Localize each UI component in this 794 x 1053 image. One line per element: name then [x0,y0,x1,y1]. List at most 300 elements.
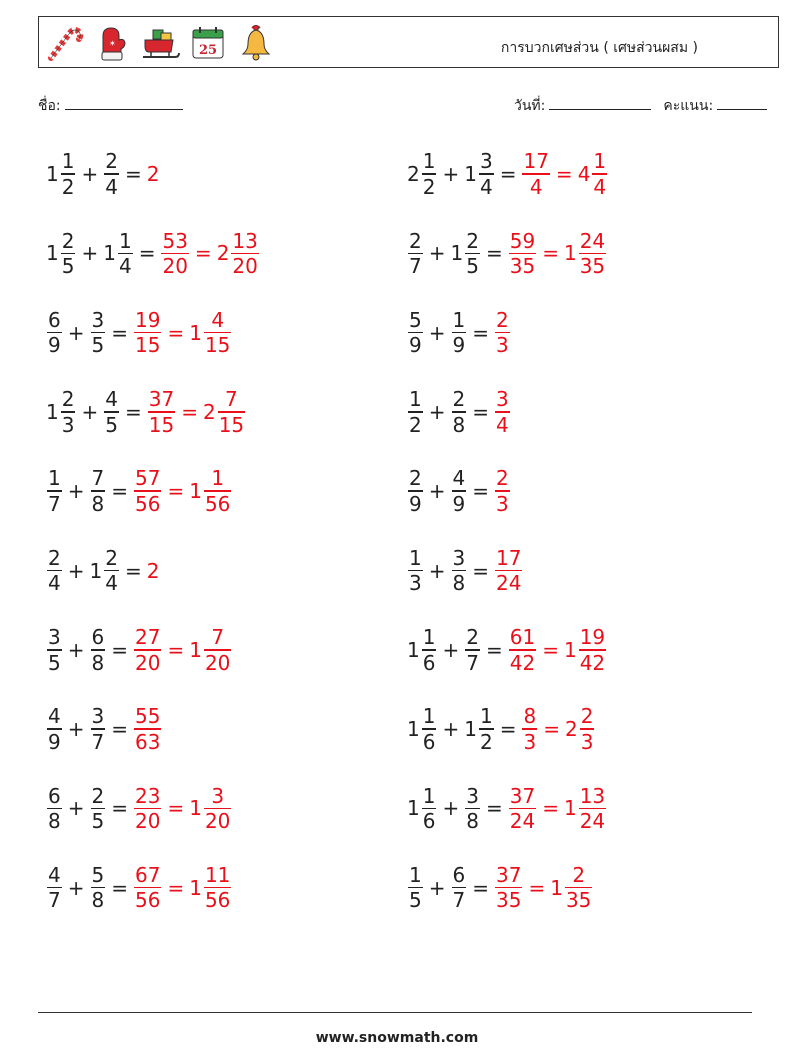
calendar-day: 25 [198,43,218,58]
addend-a-number [407,625,437,675]
answer [495,149,608,199]
answer-2-whole: 1 [189,637,202,662]
answer-1-fraction [148,387,175,437]
equals-sign: = [111,637,128,662]
mitten-icon [91,22,133,64]
addend-a-denominator: 3 [61,412,75,437]
addend-a-number [407,308,424,358]
addend-b-numerator: 1 [479,704,493,729]
answer-1-fraction [134,704,161,754]
addend-a-fraction [422,149,437,199]
addend-b-fraction [452,466,467,516]
answer-2-numerator: 7 [211,625,225,650]
answer-2-fraction [231,229,258,279]
answer-1-number [133,863,162,913]
equals-sign: = [472,479,489,504]
addend-a-number [46,466,63,516]
addend-a-number [46,704,63,754]
answer-1-denominator: 24 [496,571,522,596]
problem-12 [407,541,523,601]
answer-2-whole: 1 [563,241,577,266]
addend-b-numerator: 2 [91,783,105,808]
addend-b-denominator: 8 [91,888,105,913]
addend-b-numerator: 2 [466,625,479,650]
answer-1-numerator: 19 [135,307,161,332]
addend-b-number [90,863,107,913]
answer-2-fraction [204,308,231,358]
answer-1-denominator: 3 [496,491,509,516]
answer-1-numerator: 67 [135,862,161,887]
equals-sign: = [111,875,128,900]
addend-a-fraction [61,149,76,199]
addend-a-denominator: 2 [61,174,75,199]
answer-2-numerator: 2 [580,704,594,729]
addend-a-numerator: 3 [48,625,61,650]
answer [120,162,161,186]
plus-sign: + [442,162,460,186]
addend-a-fraction [422,704,437,754]
plus-sign: + [442,796,460,821]
plus-sign: + [442,717,460,742]
addend-b-number [451,308,468,358]
answer-1-fraction [134,863,161,913]
answer [467,387,511,437]
answer-1-number [508,229,537,279]
answer-1-fraction [522,704,537,754]
equals-sign: = [555,162,573,186]
addend-b-denominator: 5 [91,809,105,834]
equals-sign: = [499,162,517,186]
addend-a-fraction [61,229,76,279]
problem-9 [46,461,232,521]
answer-1-numerator: 55 [135,704,161,729]
addend-a-denominator: 6 [422,729,436,754]
addend-a-fraction [408,229,423,279]
plus-sign: + [67,637,85,662]
addend-a-whole: 1 [407,637,420,662]
addend-a-number [46,546,63,596]
answer-1-number [494,308,511,358]
name-blank[interactable] [65,96,183,110]
addend-b-numerator: 4 [452,466,466,491]
addend-b-numerator: 6 [452,862,466,887]
addend-b-numerator: 4 [105,387,118,412]
addend-a-denominator: 7 [48,888,61,913]
problem-1 [46,144,160,204]
answer [106,704,162,754]
answer-2-numerator: 3 [211,783,225,808]
answer-1-fraction [495,546,522,596]
answer [106,784,232,834]
plus-sign: + [81,241,99,266]
answer-1-numerator: 2 [496,307,509,332]
answer [481,229,607,279]
equals-sign: = [194,241,212,266]
equals-sign: = [124,399,142,424]
addend-b-number [451,466,468,516]
answer-1-number [160,229,189,279]
equals-sign: = [485,241,503,266]
equals-sign: = [485,796,503,821]
answer-1-whole: 2 [146,558,160,583]
addend-b-denominator: 2 [479,729,493,754]
equals-sign: = [111,796,128,821]
addend-a-fraction [47,704,62,754]
answer-1-denominator: 4 [529,174,543,199]
answer-1-fraction [134,308,161,358]
addend-b-number [103,229,133,279]
answer-2-numerator: 24 [579,228,606,253]
addend-a-numerator: 1 [61,149,75,174]
calendar-25-icon [187,22,229,64]
addend-b-numerator: 5 [91,862,105,887]
answer-1-denominator: 35 [496,888,522,913]
answer-1-numerator: 37 [148,387,175,412]
addend-b-fraction [91,704,106,754]
addend-b-number [464,149,494,199]
answer-1-number [494,863,523,913]
problem-17 [46,778,232,838]
addend-a-fraction [408,863,423,913]
plus-sign: + [428,241,446,266]
answer-2-numerator: 2 [572,862,586,887]
addend-b-number [90,784,107,834]
addend-a-numerator: 1 [422,149,436,174]
answer-2-number [564,784,607,834]
equals-sign: = [528,875,546,900]
addend-b-numerator: 3 [452,545,466,570]
equals-sign: = [167,796,185,821]
answer-2-whole: 2 [564,717,578,742]
problem-6 [407,303,511,363]
answer-2-number [565,704,595,754]
answer-1-number [133,308,162,358]
addend-a-numerator: 2 [48,545,61,570]
addend-b-number [451,546,468,596]
answer-2-numerator: 4 [211,307,225,332]
addend-b-fraction [104,149,119,199]
answer-1-number [147,162,161,186]
addend-a-denominator: 9 [409,333,422,358]
answer-2-fraction [580,704,595,754]
addend-b-fraction [465,625,480,675]
addend-a-whole: 1 [407,717,420,742]
addend-b-denominator: 7 [466,650,479,675]
addend-b-fraction [104,546,119,596]
answer-2-fraction [204,466,231,516]
answer-2-fraction [579,784,606,834]
addend-b-denominator: 8 [466,809,479,834]
addend-b-numerator: 3 [479,149,493,174]
problem-14 [407,620,607,680]
addend-b-whole: 1 [450,241,464,266]
addend-a-fraction [47,784,62,834]
date-score-field [514,95,779,117]
answer [134,229,260,279]
answer [495,704,596,754]
addend-a-numerator: 5 [409,307,422,332]
answer-2-whole: 1 [550,875,563,900]
addend-b-numerator: 2 [452,387,466,412]
answer-1-number [494,387,511,437]
addend-a-number [407,546,424,596]
addend-b-whole: 1 [89,558,103,583]
sleigh-icon [139,22,181,64]
answer-2-number [189,863,232,913]
answer-1-number [521,704,538,754]
equals-sign: = [111,717,128,742]
addend-a-number [46,625,63,675]
addend-a-numerator: 1 [422,704,436,729]
date-blank[interactable] [549,96,651,110]
answer-1-fraction [522,149,549,199]
answer-2-denominator: 56 [204,888,231,913]
name-field [38,95,183,117]
answer-2-denominator: 42 [579,650,606,675]
answer-2-numerator: 13 [232,228,258,253]
plus-sign: + [428,558,446,583]
equals-sign: = [542,796,559,821]
plus-sign: + [428,875,446,900]
equals-sign: = [472,875,489,900]
answer-1-numerator: 37 [496,862,522,887]
equals-sign: = [543,717,560,742]
answer [106,625,232,675]
addend-b-fraction [452,308,467,358]
addend-b-fraction [465,229,480,279]
plus-sign: + [81,399,99,424]
answer [481,784,607,834]
answer-1-denominator: 20 [162,254,188,279]
addend-a-denominator: 9 [409,491,422,516]
answer-1-denominator: 24 [509,809,536,834]
addend-b-number [464,704,494,754]
addend-a-fraction [47,546,62,596]
addend-b-denominator: 7 [91,729,105,754]
answer-2-numerator: 13 [579,783,606,808]
addend-a-denominator: 7 [48,491,61,516]
problem-8 [407,382,511,442]
answer-1-number [494,546,523,596]
answer-1-denominator: 42 [509,650,536,675]
addend-b-numerator: 2 [105,149,118,174]
answer-2-fraction [204,625,231,675]
problem-13 [46,620,232,680]
addend-b-denominator: 4 [118,254,132,279]
answer-2-whole: 2 [216,241,230,266]
answer-1-number [494,466,511,516]
answer-2-number [189,784,232,834]
answer-2-fraction [218,387,245,437]
answer-2-denominator: 15 [218,412,245,437]
addend-b-number [90,625,107,675]
answer-1-number [133,784,162,834]
addend-b-whole: 1 [103,241,116,266]
addend-b-numerator: 7 [91,466,105,491]
addend-a-fraction [47,466,62,516]
addend-a-number [407,466,424,516]
addend-a-denominator: 8 [48,809,61,834]
problem-10 [407,461,511,521]
addend-a-number [407,704,437,754]
problem-18 [407,778,607,838]
answer-2-whole: 1 [189,320,202,345]
addend-a-number [46,387,76,437]
score-blank[interactable] [717,96,767,110]
addend-b-denominator: 4 [105,174,118,199]
candy-cane-icon [43,22,85,64]
plus-sign: + [428,399,446,424]
footer-divider [38,1012,752,1013]
addend-b-number [103,149,120,199]
answer-1-numerator: 53 [162,228,188,253]
addend-a-numerator: 1 [422,783,436,808]
equals-sign: = [542,637,559,662]
addend-b-denominator: 9 [452,491,466,516]
problem-5 [46,303,232,363]
problem-2 [407,144,608,204]
addend-b-number [464,625,481,675]
addend-b-number [90,546,120,596]
answer-1-numerator: 57 [135,466,161,491]
name-label: ชื่อ: [38,98,61,114]
answer [106,863,232,913]
answer-2-denominator: 35 [565,888,592,913]
addend-a-numerator: 2 [61,387,75,412]
answer-2-denominator: 3 [580,729,594,754]
addend-a-denominator: 7 [409,254,422,279]
addend-b-fraction [104,387,119,437]
addend-a-numerator: 6 [48,307,61,332]
addend-b-numerator: 1 [118,228,132,253]
addend-b-denominator: 5 [105,412,118,437]
answer-2-fraction [579,229,606,279]
header-icons [43,21,277,65]
worksheet-title: การบวกเศษส่วน ( เศษส่วนผสม ) [500,40,698,56]
addend-b-fraction [91,625,106,675]
addend-a-whole: 2 [407,162,420,186]
answer [481,625,607,675]
answer-2-denominator: 15 [204,333,231,358]
addend-a-numerator: 1 [409,387,422,412]
addend-a-whole: 1 [407,796,420,821]
addend-a-numerator: 6 [48,783,61,808]
answer-2-number [564,625,607,675]
addend-a-denominator: 9 [48,729,61,754]
addend-b-number [90,704,107,754]
answer-2-numerator: 1 [593,149,607,174]
answer-1-fraction [509,784,536,834]
addend-b-number [90,308,107,358]
answer-2-denominator: 20 [232,254,258,279]
score-label: คะแนน: [663,98,714,114]
addend-a-number [46,863,63,913]
answer-2-denominator: 56 [204,491,231,516]
answer-1-numerator: 23 [135,783,161,808]
problem-15 [46,699,162,759]
answer-2-denominator: 24 [579,809,606,834]
equals-sign: = [167,479,185,504]
addend-b-fraction [91,308,106,358]
addend-a-fraction [422,625,437,675]
addend-b-fraction [452,863,467,913]
answer-1-number [133,625,162,675]
addend-b-number [451,229,481,279]
answer-2-numerator: 1 [211,466,225,491]
answer-2-number [578,149,608,199]
addend-b-fraction [479,704,494,754]
answer-2-whole: 1 [189,875,202,900]
problem-20 [407,858,593,918]
answer-2-whole: 1 [563,796,577,821]
addend-a-denominator: 2 [422,174,436,199]
addend-b-whole: 1 [464,162,477,186]
answer-1-number [133,466,162,516]
addend-b-numerator: 1 [452,307,466,332]
answer-1-fraction [161,229,188,279]
answer-1-denominator: 56 [135,888,161,913]
answer-2-fraction [204,784,231,834]
addend-b-denominator: 5 [466,254,479,279]
addend-b-denominator: 8 [91,491,105,516]
answer-2-number [203,387,246,437]
answer-1-fraction [509,625,536,675]
equals-sign: = [472,558,489,583]
answer-1-fraction [495,863,522,913]
equals-sign: = [499,717,517,742]
answer-1-denominator: 15 [148,412,175,437]
addend-b-numerator: 3 [466,783,479,808]
problem-16 [407,699,595,759]
equals-sign: = [542,241,559,266]
answer-2-denominator: 35 [579,254,606,279]
answer-2-whole: 4 [577,162,591,186]
answer-1-fraction [134,784,161,834]
addend-a-fraction [408,387,423,437]
addend-a-denominator: 3 [409,571,422,596]
addend-a-whole: 1 [46,241,59,266]
answer [467,546,523,596]
answer [467,466,511,516]
addend-b-fraction [91,466,106,516]
plus-sign: + [67,875,85,900]
addend-b-number [451,387,468,437]
problem-19 [46,858,232,918]
addend-b-denominator: 8 [452,571,466,596]
plus-sign: + [67,796,85,821]
equals-sign: = [167,875,185,900]
answer-2-fraction [579,625,606,675]
answer-1-numerator: 8 [523,704,537,729]
addend-a-numerator: 1 [409,862,422,887]
addend-a-denominator: 4 [48,571,61,596]
addend-a-fraction [408,546,423,596]
answer-1-numerator: 27 [135,625,161,650]
addend-b-numerator: 2 [105,545,118,570]
answer-1-denominator: 56 [135,491,161,516]
footer-url: www.snowmath.com [315,1030,479,1046]
answer-1-denominator: 4 [496,412,509,437]
problem-4 [407,223,607,283]
addend-a-denominator: 5 [61,254,75,279]
answer-2-whole: 1 [189,479,202,504]
answer-1-numerator: 2 [496,466,509,491]
addend-a-denominator: 5 [409,888,422,913]
answer-1-denominator: 3 [496,333,509,358]
addend-b-numerator: 6 [91,625,105,650]
addend-a-numerator: 4 [48,704,61,729]
addend-b-denominator: 9 [452,333,466,358]
